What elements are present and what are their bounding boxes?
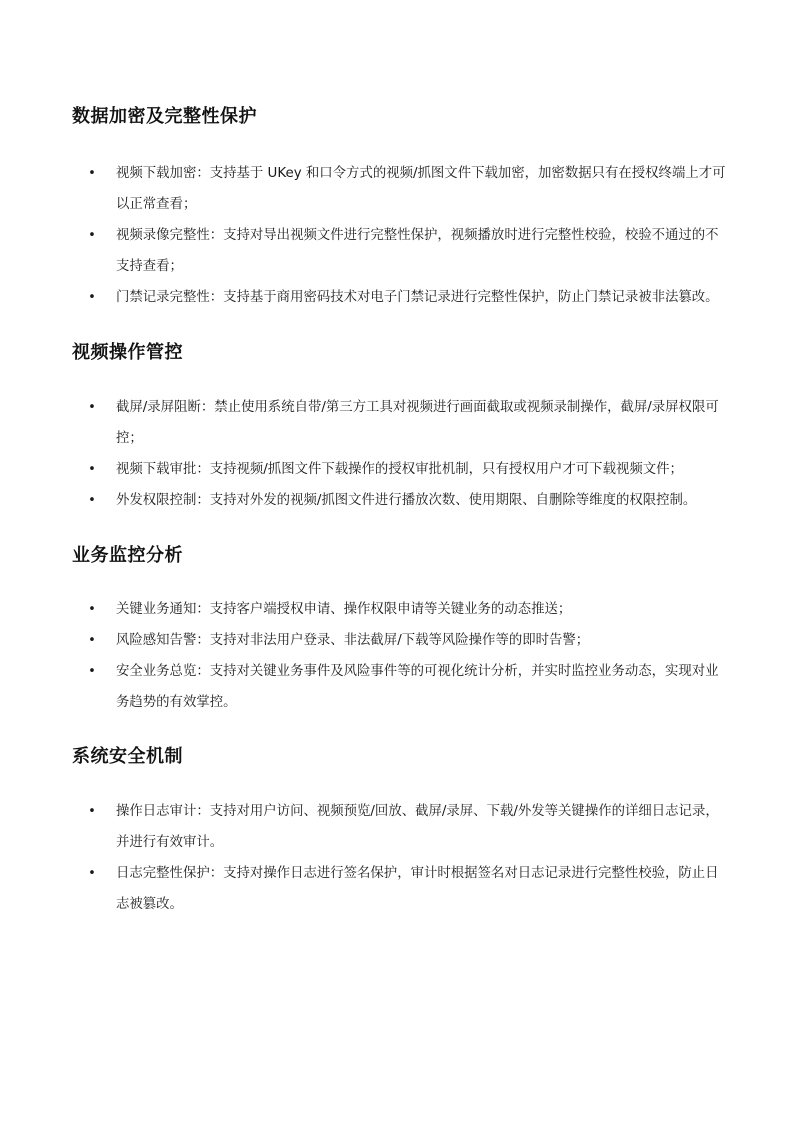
bullet-icon: • (88, 664, 96, 679)
section-title: 系统安全机制 (72, 746, 183, 767)
list-item-text: 截屏/录屏阻断：禁止使用系统自带/第三方工具对视频进行画面截取或视频录制操作，截屏/录屏权限可控； (116, 400, 719, 446)
list-item (86, 454, 730, 485)
list-item-text: 风险感知告警：支持对非法用户登录、非法截屏/下载等风险操作等的即时告警； (116, 633, 590, 648)
list-item-text: 日志完整性保护：支持对操作日志进行签名保护，审计时根据签名对日志记录进行完整性校验，防止日志被篡改。 (116, 866, 719, 912)
list-item (86, 594, 730, 625)
list-item-text: 视频下载加密：支持基于 UKey 和口令方式的视频/抓图文件下载加密，加密数据只有在授权终端上才可以正常查看； (116, 166, 726, 212)
list-item-text: 外发权限控制：支持对外发的视频/抓图文件进行播放次数、使用期限、自删除等维度的权限控制。 (116, 493, 697, 508)
list-item (86, 392, 730, 454)
bullet-icon: • (88, 804, 96, 819)
bullet-icon: • (88, 166, 96, 181)
section-system-security (72, 744, 732, 770)
section-data-encryption (72, 104, 732, 130)
bullet-icon: • (88, 633, 96, 648)
bullet-icon: • (88, 228, 96, 243)
bullet-icon: • (88, 493, 96, 508)
list-item (86, 158, 730, 220)
list-item-text: 安全业务总览：支持对关键业务事件及风险事件等的可视化统计分析，并实时监控业务动态，实现对业务趋势的有效掌控。 (116, 664, 719, 710)
bullet-list (86, 158, 730, 313)
list-item (86, 625, 730, 656)
bullet-icon: • (88, 602, 96, 617)
bullet-list (86, 594, 730, 718)
bullet-icon: • (88, 866, 96, 881)
bullet-list (86, 392, 730, 516)
bullet-list (86, 796, 730, 920)
list-item-text: 关键业务通知：支持客户端授权申请、操作权限申请等关键业务的动态推送； (116, 602, 572, 617)
list-item-text: 操作日志审计：支持对用户访问、视频预览/回放、截屏/录屏、下载/外发等关键操作的详细日志记录，并进行有效审计。 (116, 804, 719, 850)
list-item (86, 656, 730, 718)
section-business-monitoring (72, 543, 732, 569)
list-item-text: 视频录像完整性：支持对导出视频文件进行完整性保护，视频播放时进行完整性校验，校验不通过的不支持查看； (116, 228, 719, 274)
list-item (86, 282, 730, 313)
list-item-text: 视频下载审批：支持视频/抓图文件下载操作的授权审批机制，只有授权用户才可下载视频文件； (116, 462, 683, 477)
section-title: 视频操作管控 (72, 342, 183, 363)
list-item-text: 门禁记录完整性：支持基于商用密码技术对电子门禁记录进行完整性保护，防止门禁记录被非法篡改。 (116, 290, 719, 305)
list-item (86, 485, 730, 516)
bullet-icon: • (88, 462, 96, 477)
section-video-control (72, 340, 732, 366)
bullet-icon: • (88, 400, 96, 415)
bullet-icon: • (88, 290, 96, 305)
list-item (86, 858, 730, 920)
section-title: 数据加密及完整性保护 (72, 106, 257, 127)
section-title: 业务监控分析 (72, 545, 183, 566)
list-item (86, 220, 730, 282)
list-item (86, 796, 730, 858)
